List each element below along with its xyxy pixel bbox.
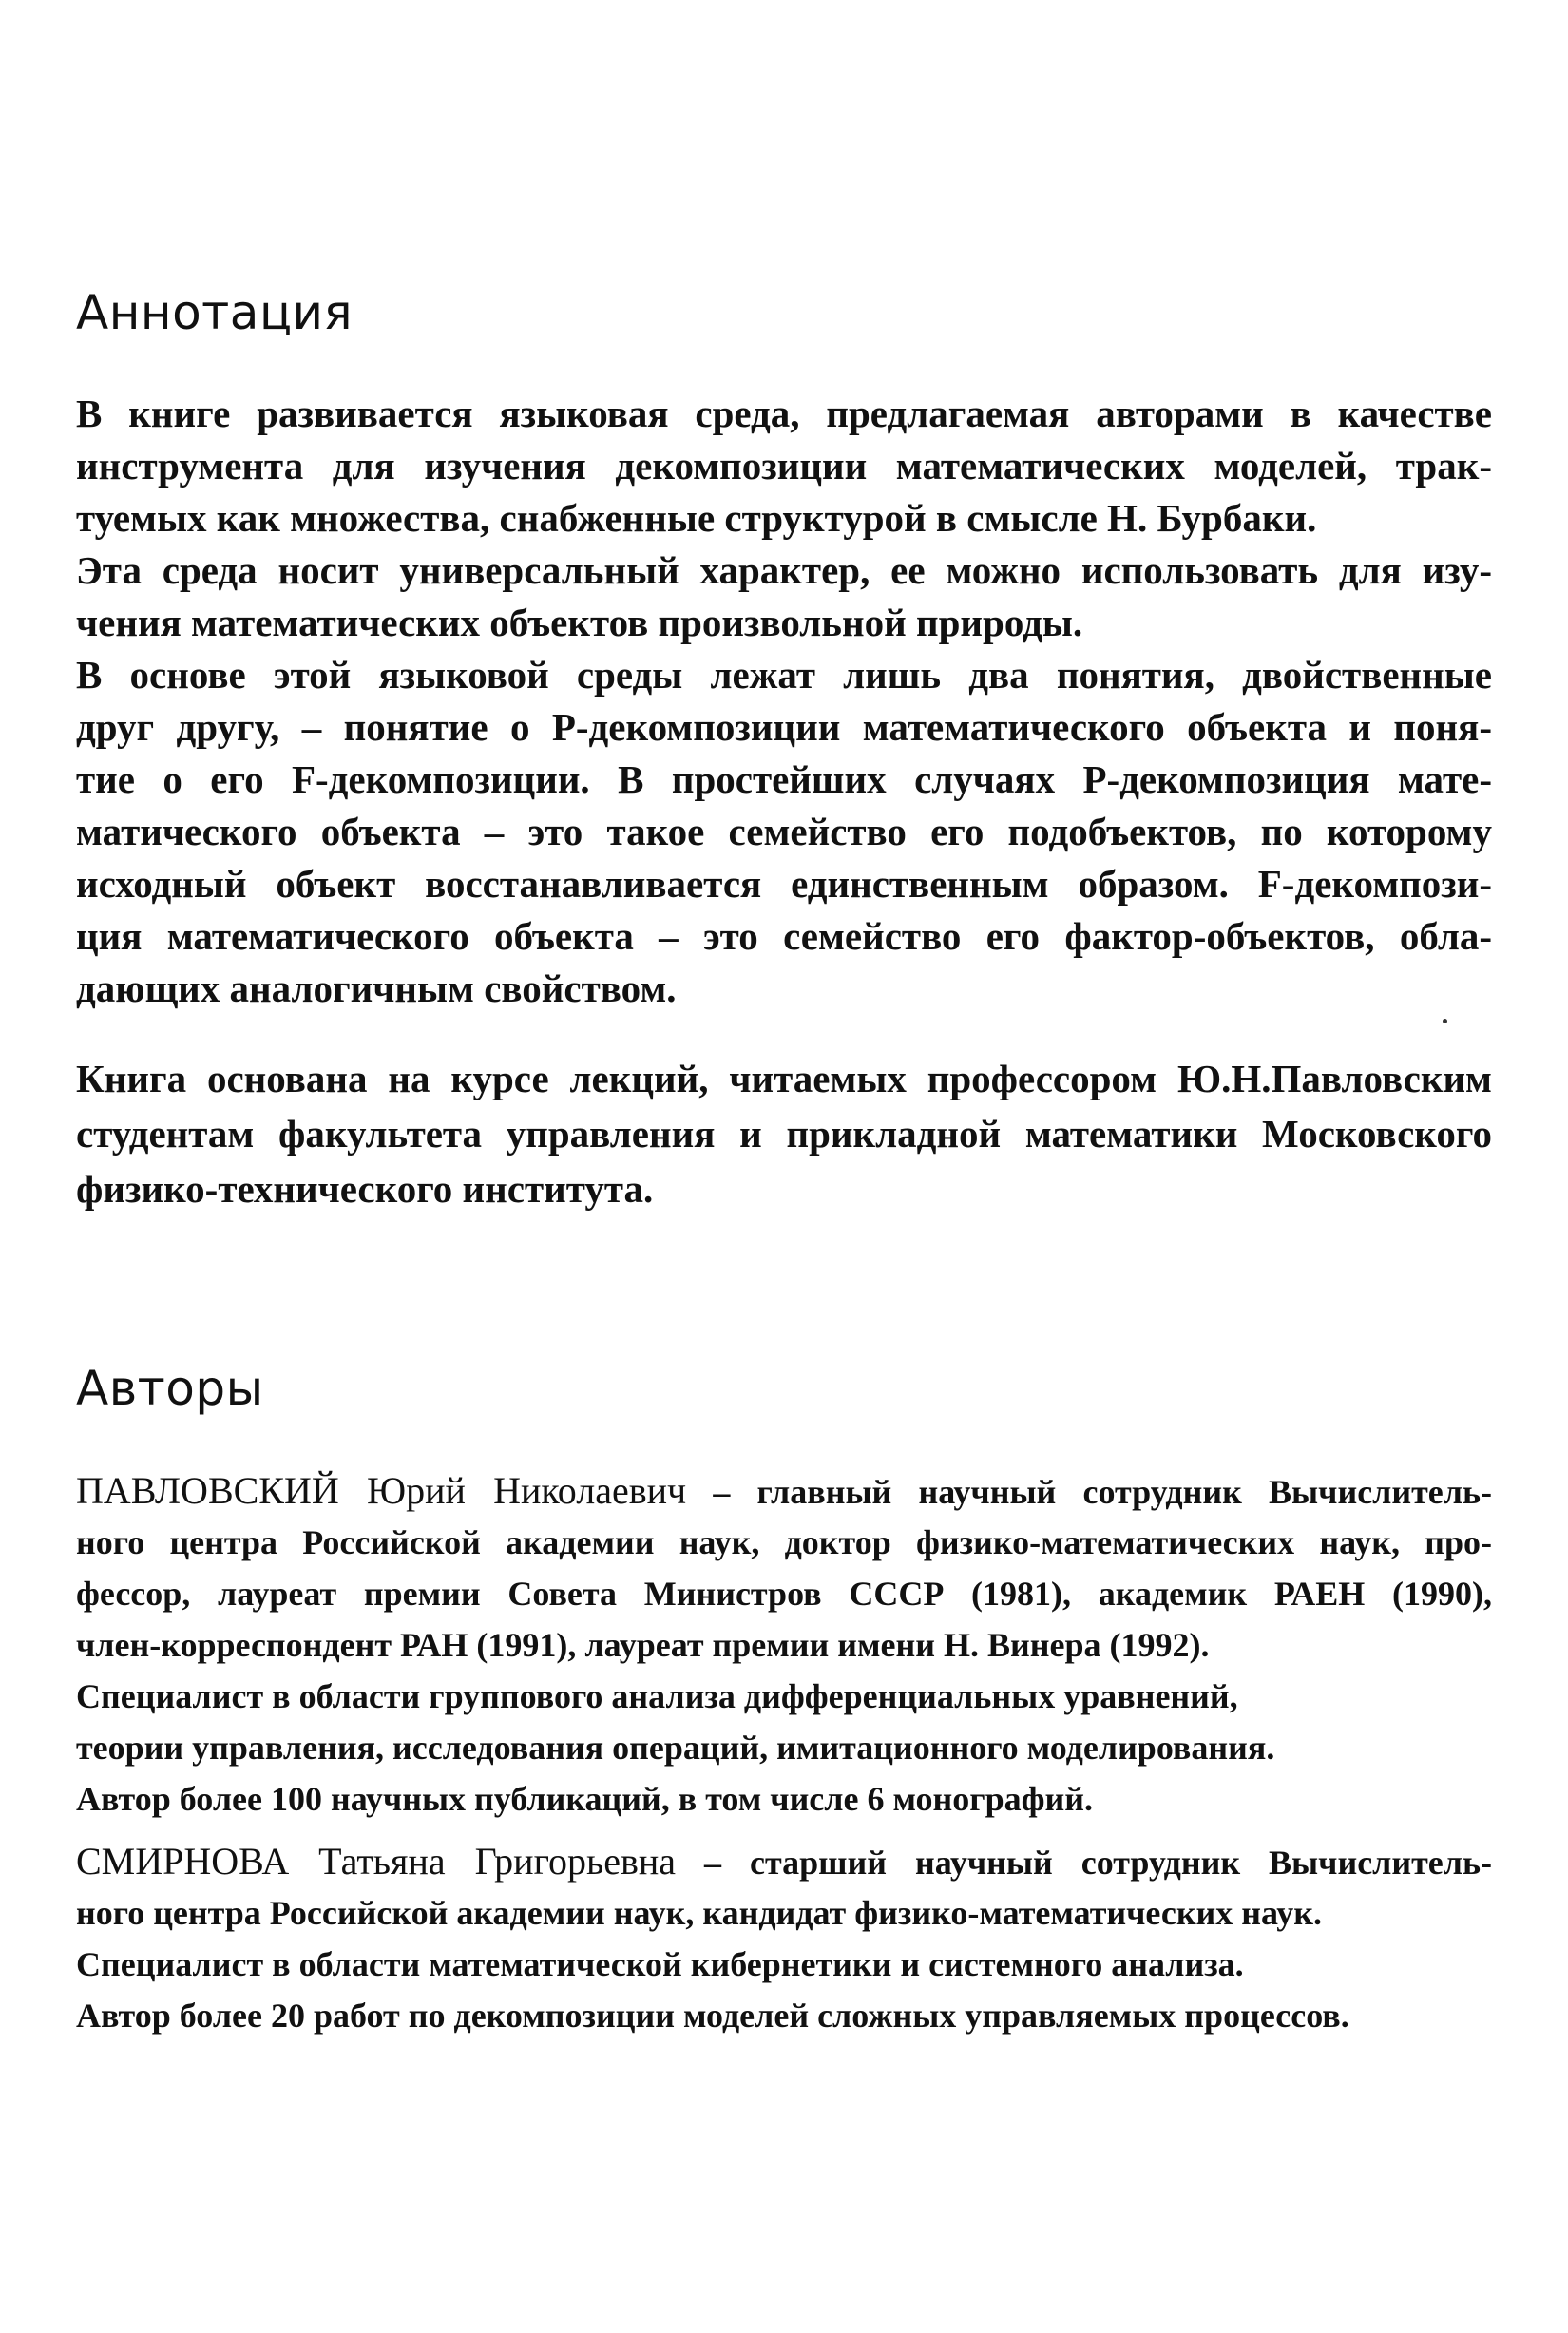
annotation-line: туемых как множества, снабженные структурой в смысле Н. Бурбаки. [76, 496, 1317, 540]
annotation-line: матического объекта – это такое семейство его подобъектов, по которому [76, 810, 1492, 853]
annotation-line: Эта среда носит универсальный характер, ее можно использовать для изу- [76, 548, 1492, 592]
bio-line: член-корреспондент РАН (1991), лауреат премии имени Н. Винера (1992). [76, 1626, 1210, 1664]
authors-heading: Авторы [76, 1361, 264, 1416]
bio-line: ного центра Российской академии наук, кандидат физико-математических наук. [76, 1894, 1322, 1932]
annotation-line: инструмента для изучения декомпозиции математических моделей, трак- [76, 444, 1492, 488]
course-note-line: студентам факультета управления и прикладной математики Московского [76, 1112, 1492, 1156]
bio-line: Специалист в области группового анализа дифференциальных уравнений, [76, 1677, 1238, 1715]
annotation-line: тие о его F-декомпозиции. В простейших случаях P-декомпозиция мате- [76, 757, 1492, 801]
bio-line: Специалист в области математической кибернетики и системного анализа. [76, 1945, 1244, 1983]
author-name: ПАВЛОВСКИЙ Юрий Николаевич [76, 1469, 687, 1512]
bio-line: фессор, лауреат премии Совета Министров СССР (1981), академик РАЕН (1990), [76, 1575, 1492, 1613]
annotation-line: В основе этой языковой среды лежат лишь два понятия, двойственные [76, 653, 1492, 697]
scan-dot [1443, 1019, 1447, 1023]
bio-line: Автор более 20 работ по декомпозиции моделей сложных управляемых процессов. [76, 1997, 1349, 2035]
author-bio-smirnova [76, 1836, 1492, 2041]
bio-first-line [76, 1836, 1492, 1887]
annotation-heading: Аннотация [76, 285, 354, 340]
bio-line: ного центра Российской академии наук, доктор физико-математических наук, про- [76, 1523, 1492, 1561]
annotation-paragraph [76, 388, 1492, 1015]
bio-first-line [76, 1465, 1492, 1517]
course-note-line: Книга основана на курсе лекций, читаемых профессором Ю.Н.Павловским [76, 1057, 1492, 1100]
annotation-line: ция математического объекта – это семейство его фактор-объектов, обла- [76, 914, 1492, 958]
course-note-paragraph [76, 1051, 1492, 1216]
author-name: СМИРНОВА Татьяна Григорьевна [76, 1840, 677, 1883]
bio-line: – старший научный сотрудник Вычислитель- [676, 1844, 1492, 1882]
course-note-line: физико-технического института. [76, 1167, 654, 1211]
author-bio-pavlovsky [76, 1465, 1492, 1825]
bio-line: теории управления, исследования операций, имитационного моделирования. [76, 1729, 1275, 1767]
annotation-line: дающих аналогичным свойством. [76, 966, 677, 1010]
annotation-line: В книге развивается языковая среда, предлагаемая авторами в качестве [76, 392, 1492, 435]
annotation-line: чения математических объектов произвольной природы. [76, 601, 1083, 644]
bio-line: Автор более 100 научных публикаций, в том числе 6 монографий. [76, 1780, 1094, 1818]
annotation-line: друг другу, – понятие о P-декомпозиции математического объекта и поня- [76, 705, 1492, 749]
annotation-line: исходный объект восстанавливается единственным образом. F-декомпози- [76, 862, 1492, 906]
bio-line: – главный научный сотрудник Вычислитель- [686, 1473, 1493, 1511]
